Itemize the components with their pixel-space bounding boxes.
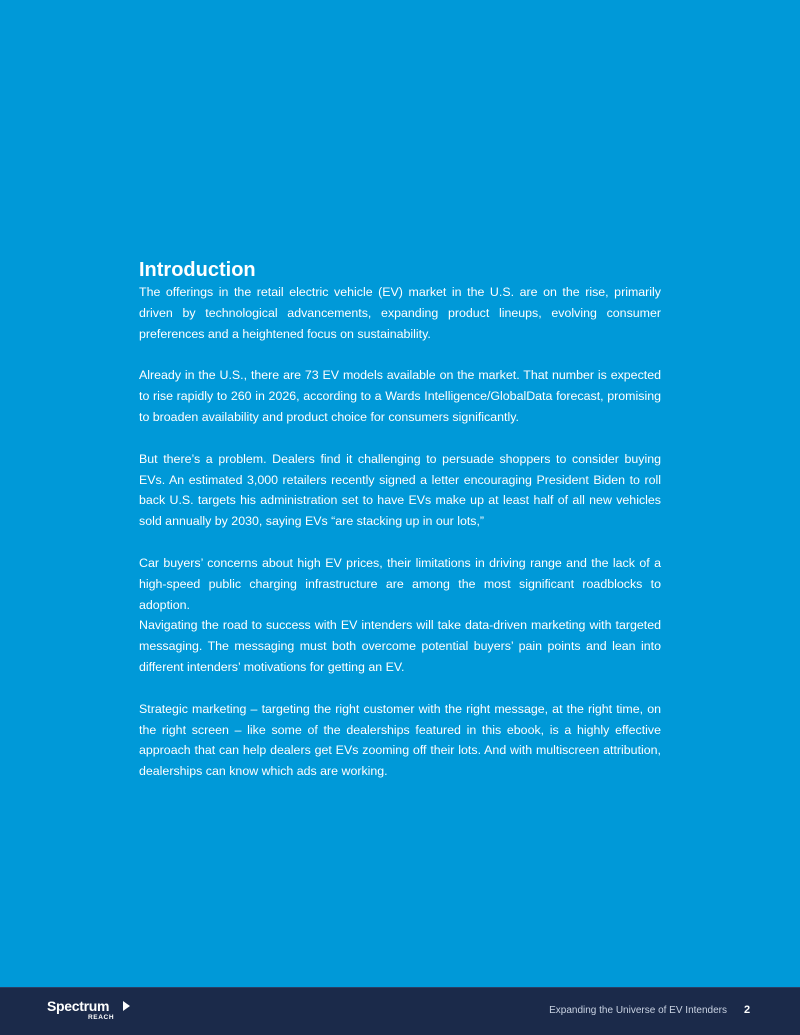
paragraph: The offerings in the retail electric vehicle (EV) market in the U.S. are on the rise, primarily driven by technological advancements, expanding product lineups, evolving consumer preferences and a heightened focus on sustainability. (139, 285, 661, 341)
paragraph: Navigating the road to success with EV intenders will take data-driven marketing with targeted messaging. The messaging must both overcome potential buyers’ pain points and lean into different intenders’ motivations for getting an EV. (139, 618, 661, 674)
spectrum-reach-logo (47, 998, 137, 1028)
article-body (139, 258, 661, 803)
section-heading: Introduction (139, 259, 256, 281)
page-footer (0, 987, 800, 1035)
logo-wordmark: Spectrum (47, 998, 110, 1014)
footer-document-title: Expanding the Universe of EV Intenders (549, 1005, 727, 1016)
paragraph: Car buyers’ concerns about high EV prices, their limitations in driving range and the lack of a high-speed public charging infrastructure are among the most significant roadblocks to adoption. (139, 555, 661, 612)
logo-subtitle: REACH (88, 1014, 115, 1021)
page-number: 2 (744, 1004, 751, 1016)
paragraph: Already in the U.S., there are 73 EV models available on the market. That number is expected to rise rapidly to 260 in 2026, according to a Wards Intelligence/GlobalData forecast, promising to broaden availability and product choice for consumers significantly. (139, 368, 661, 424)
paragraph: But there’s a problem. Dealers find it challenging to persuade shoppers to consider buying EVs. An estimated 3,000 retailers recently signed a letter encouraging President Biden to roll back U.S. targets his administration set to have EVs make up at least half of all new vehicles sold annually by 2030, saying EVs “are stacking up in our lots,” (139, 451, 661, 529)
paragraph: Strategic marketing – targeting the right customer with the right message, at the right time, on the right screen – like some of the dealerships featured in this ebook, is a highly effective approach that can help dealers get EVs zooming off their lots. And with multiscreen attribution, dealerships can know which ads are working. (139, 701, 661, 779)
spectrum-arrow-icon (123, 1001, 130, 1011)
